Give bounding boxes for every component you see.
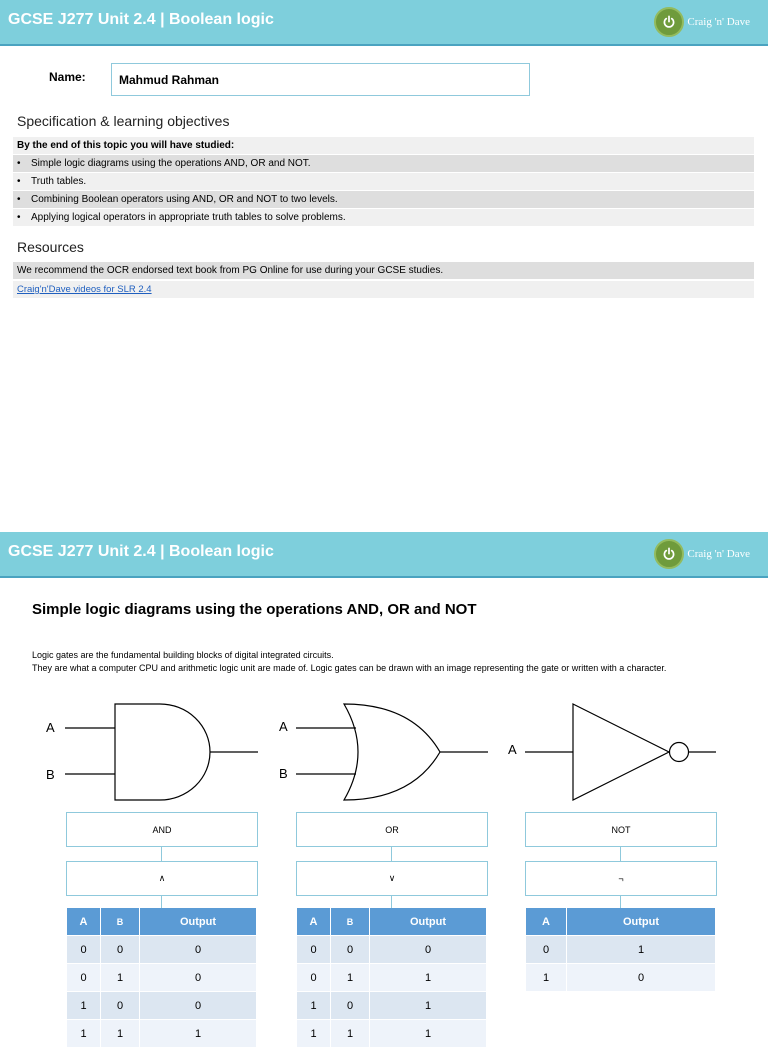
page2-header — [0, 532, 768, 578]
objectives-intro-text: By the end of this topic you will have studied: — [17, 140, 234, 151]
table-cell: 0 — [331, 992, 370, 1020]
logic-gate-diagrams — [0, 690, 768, 810]
page1-header — [0, 0, 768, 46]
and-truth-table — [67, 908, 257, 1047]
or-name-box: OR — [296, 812, 488, 847]
not-symbol-box: ¬ — [525, 861, 717, 896]
objective-item — [13, 191, 754, 208]
table-cell: 1 — [567, 936, 716, 964]
bullet-icon: • — [17, 191, 31, 208]
column-header: B — [331, 908, 370, 936]
table-cell: 1 — [297, 1020, 331, 1047]
column-header: B — [101, 908, 140, 936]
logo-brand-text: Craig 'n' Dave — [687, 16, 750, 28]
logo-brand-text: Craig 'n' Dave — [687, 548, 750, 560]
power-icon — [654, 539, 684, 569]
table-cell: 0 — [140, 964, 257, 992]
table-cell: 1 — [370, 964, 487, 992]
connector-line — [161, 847, 162, 861]
table-row — [526, 936, 716, 964]
table-cell: 0 — [101, 992, 140, 1020]
page1-logo — [654, 6, 750, 38]
spec-heading: Specification & learning objectives — [17, 113, 229, 129]
table-cell: 1 — [297, 992, 331, 1020]
or-symbol-box: ∨ — [296, 861, 488, 896]
table-cell: 0 — [567, 964, 716, 992]
table-row — [297, 964, 487, 992]
column-header: Output — [567, 908, 716, 936]
table-cell: 1 — [370, 992, 487, 1020]
table-cell: 1 — [67, 1020, 101, 1047]
objective-item — [13, 209, 754, 226]
table-cell: 0 — [140, 992, 257, 1020]
or-input-a-label: A — [279, 719, 288, 734]
table-row — [67, 964, 257, 992]
or-truth-table — [297, 908, 487, 1047]
table-cell: 0 — [297, 964, 331, 992]
resources-video-link[interactable]: Craig'n'Dave videos for SLR 2.4 — [17, 284, 152, 295]
column-header: A — [297, 908, 331, 936]
not-gate-symbol — [525, 704, 716, 800]
table-cell: 0 — [101, 936, 140, 964]
connector-line — [391, 847, 392, 861]
objective-text: Applying logical operators in appropriate truth tables to solve problems. — [31, 212, 346, 223]
page2-logo — [654, 538, 750, 570]
table-row — [67, 992, 257, 1020]
table-row — [297, 992, 487, 1020]
resources-text: We recommend the OCR endorsed text book from PG Online for use during your GCSE studies. — [13, 262, 754, 279]
table-cell: 1 — [101, 1020, 140, 1047]
table-row — [297, 936, 487, 964]
column-header: A — [526, 908, 567, 936]
not-input-a-label: A — [508, 742, 517, 757]
objective-item — [13, 173, 754, 190]
connector-line — [620, 896, 621, 908]
or-gate-symbol — [296, 704, 488, 800]
connector-line — [620, 847, 621, 861]
name-label: Name: — [49, 70, 86, 84]
intro-line-1: Logic gates are the fundamental building blocks of digital integrated circuits. — [32, 650, 334, 660]
column-header: Output — [370, 908, 487, 936]
table-row — [526, 964, 716, 992]
bullet-icon: • — [17, 209, 31, 226]
and-name-box: AND — [66, 812, 258, 847]
intro-line-2: They are what a computer CPU and arithmetic logic unit are made of. Logic gates can be drawn with an image representing the gate or written with a character. — [32, 663, 666, 673]
table-row — [67, 936, 257, 964]
objective-text: Simple logic diagrams using the operations AND, OR and NOT. — [31, 158, 311, 169]
objective-text: Truth tables. — [31, 176, 86, 187]
table-cell: 1 — [331, 1020, 370, 1047]
objective-text: Combining Boolean operators using AND, OR and NOT to two levels. — [31, 194, 338, 205]
name-field[interactable]: Mahmud Rahman — [111, 63, 530, 96]
table-cell: 1 — [526, 964, 567, 992]
objectives-intro — [13, 137, 754, 154]
and-input-a-label: A — [46, 720, 55, 735]
table-cell: 0 — [331, 936, 370, 964]
table-cell: 1 — [140, 1020, 257, 1047]
or-input-b-label: B — [279, 766, 288, 781]
table-cell: 1 — [67, 992, 101, 1020]
resources-link-row — [13, 281, 754, 298]
resources-heading: Resources — [17, 239, 84, 255]
connector-line — [161, 896, 162, 908]
table-cell: 0 — [526, 936, 567, 964]
table-cell: 1 — [370, 1020, 487, 1047]
table-cell: 0 — [297, 936, 331, 964]
bullet-icon: • — [17, 173, 31, 190]
table-cell: 0 — [67, 964, 101, 992]
not-name-box: NOT — [525, 812, 717, 847]
objective-item — [13, 155, 754, 172]
page2-header-title: GCSE J277 Unit 2.4 | Boolean logic — [8, 543, 274, 561]
table-cell: 1 — [101, 964, 140, 992]
table-cell: 1 — [331, 964, 370, 992]
column-header: Output — [140, 908, 257, 936]
table-cell: 0 — [370, 936, 487, 964]
page1-header-title: GCSE J277 Unit 2.4 | Boolean logic — [8, 11, 274, 29]
and-input-b-label: B — [46, 767, 55, 782]
bullet-icon: • — [17, 155, 31, 172]
and-gate-symbol — [65, 704, 258, 800]
not-truth-table — [526, 908, 716, 991]
table-cell: 0 — [140, 936, 257, 964]
power-icon — [654, 7, 684, 37]
column-header: A — [67, 908, 101, 936]
connector-line — [391, 896, 392, 908]
and-symbol-box: ∧ — [66, 861, 258, 896]
table-cell: 0 — [67, 936, 101, 964]
section-title: Simple logic diagrams using the operations AND, OR and NOT — [32, 601, 477, 618]
